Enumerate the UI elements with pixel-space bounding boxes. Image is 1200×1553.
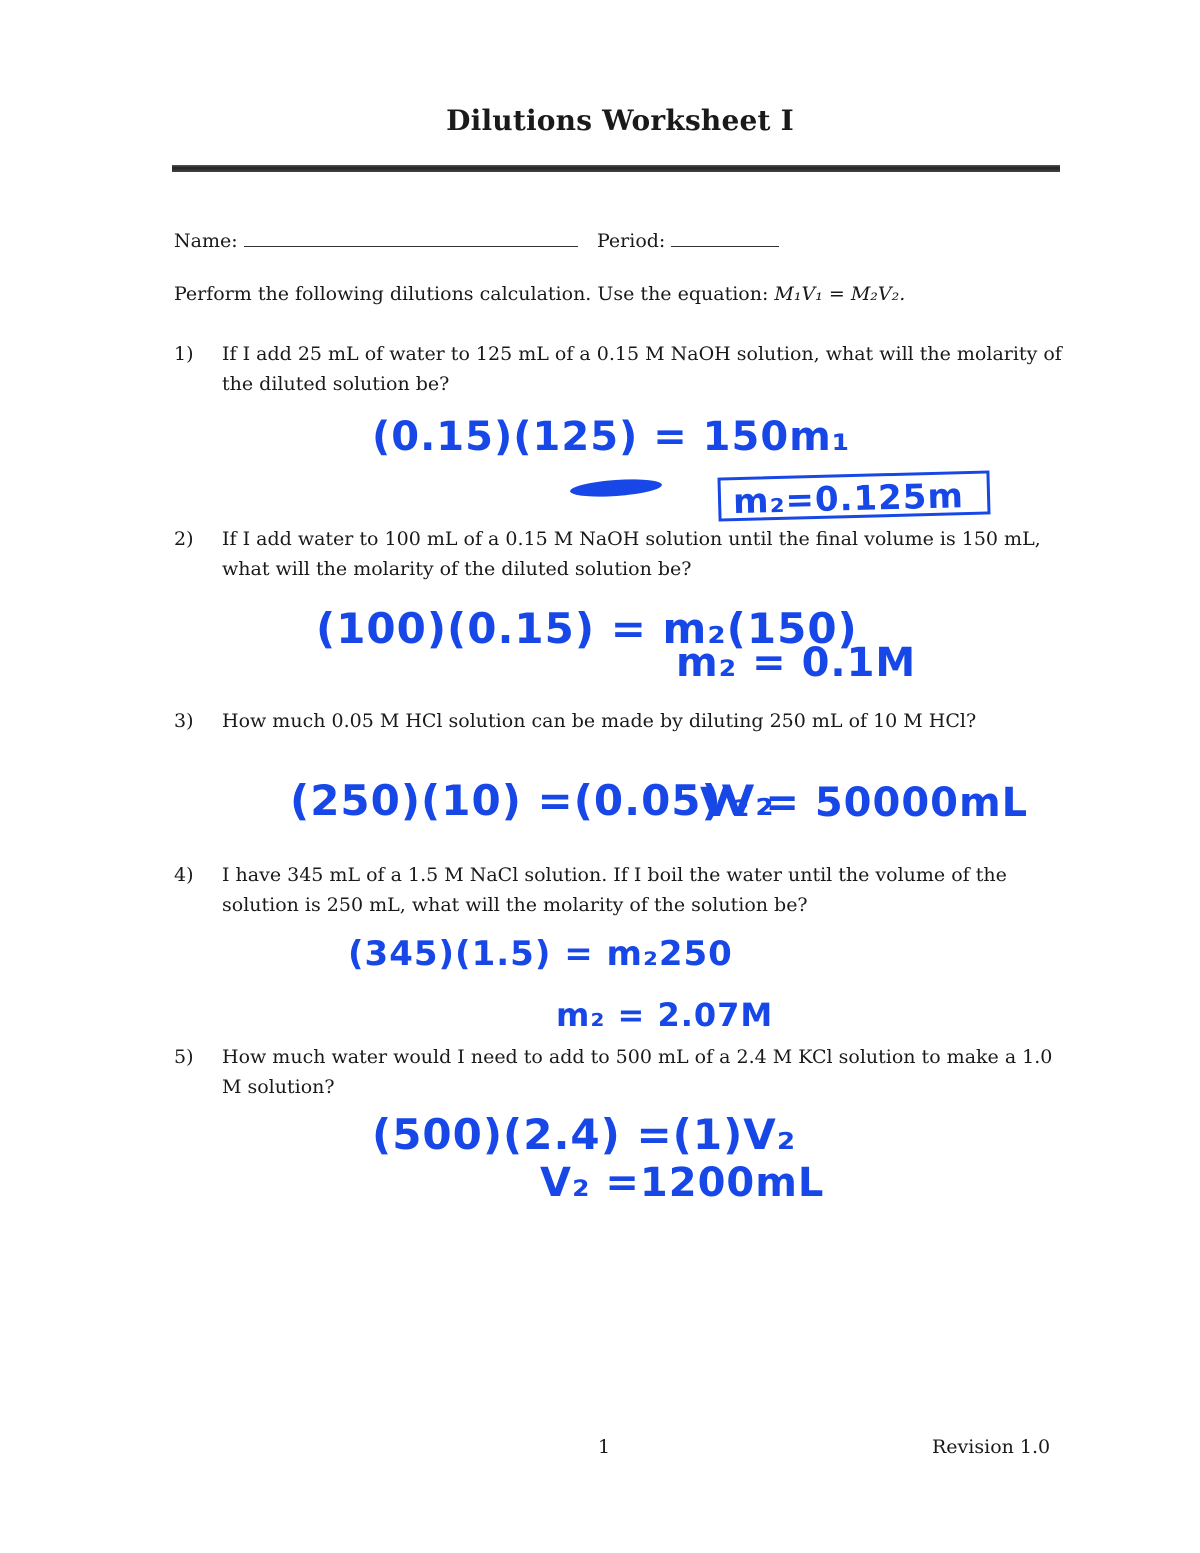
question-3-line-1: How much 0.05 M HCl solution can be made by diluting 250 mL of 10 M HCl? <box>222 710 977 732</box>
instructions <box>174 283 905 305</box>
question-5-line-2: M solution? <box>222 1076 335 1098</box>
name-line[interactable] <box>244 228 578 247</box>
page-number: 1 <box>598 1436 611 1458</box>
question-2-text <box>222 524 1041 584</box>
question-3-text <box>222 706 976 736</box>
question-2-line-2: what will the molarity of the diluted solution be? <box>222 558 692 580</box>
question-1-text <box>222 339 1062 399</box>
question-5-text <box>222 1042 1052 1102</box>
question-5-number: 5) <box>174 1046 194 1068</box>
answer-3-work: (250)(10) =(0.05)V₂ <box>290 776 775 825</box>
question-2-number: 2) <box>174 528 194 550</box>
title-divider <box>172 165 1060 172</box>
question-3-number: 3) <box>174 710 194 732</box>
answer-4-result: m₂ = 2.07M <box>556 996 774 1034</box>
scribble-mark <box>570 477 663 499</box>
equation: M₁V₁ = M₂V₂. <box>774 283 906 305</box>
answer-5-result: V₂ =1200mL <box>540 1160 825 1206</box>
period-field[interactable] <box>597 228 779 252</box>
question-5-line-1: How much water would I need to add to 500 mL of a 2.4 M KCl solution to make a 1.0 <box>222 1046 1053 1068</box>
answer-4-work: (345)(1.5) = m₂250 <box>348 934 733 974</box>
question-4-number: 4) <box>174 864 194 886</box>
period-label: Period: <box>597 230 666 252</box>
instructions-text: Perform the following dilutions calculation. Use the equation: <box>174 283 769 305</box>
answer-2-work: (100)(0.15) = m₂(150) <box>316 604 858 653</box>
revision-label: Revision 1.0 <box>932 1436 1051 1458</box>
question-4-text <box>222 860 1007 920</box>
question-4-line-1: I have 345 mL of a 1.5 M NaCl solution. If I boil the water until the volume of the <box>222 864 1007 886</box>
question-4-line-2: solution is 250 mL, what will the molarity of the solution be? <box>222 894 808 916</box>
answer-1-result: m₂=0.125m <box>717 470 990 521</box>
question-1-line-1: If I add 25 mL of water to 125 mL of a 0.15 M NaOH solution, what will the molarity of <box>222 343 1062 365</box>
name-label: Name: <box>174 230 238 252</box>
name-field[interactable] <box>174 228 578 252</box>
answer-1-work: (0.15)(125) = 150m₁ <box>372 414 851 460</box>
period-line[interactable] <box>671 228 779 247</box>
worksheet-title: Dilutions Worksheet I <box>446 104 794 137</box>
question-2-line-1: If I add water to 100 mL of a 0.15 M NaOH solution until the final volume is 150 mL, <box>222 528 1041 550</box>
question-1-line-2: the diluted solution be? <box>222 373 450 395</box>
question-1-number: 1) <box>174 343 194 365</box>
answer-3-result: V₂ = 50000mL <box>700 780 1029 826</box>
answer-2-result: m₂ = 0.1M <box>676 640 917 686</box>
answer-5-work: (500)(2.4) =(1)V₂ <box>372 1110 797 1159</box>
